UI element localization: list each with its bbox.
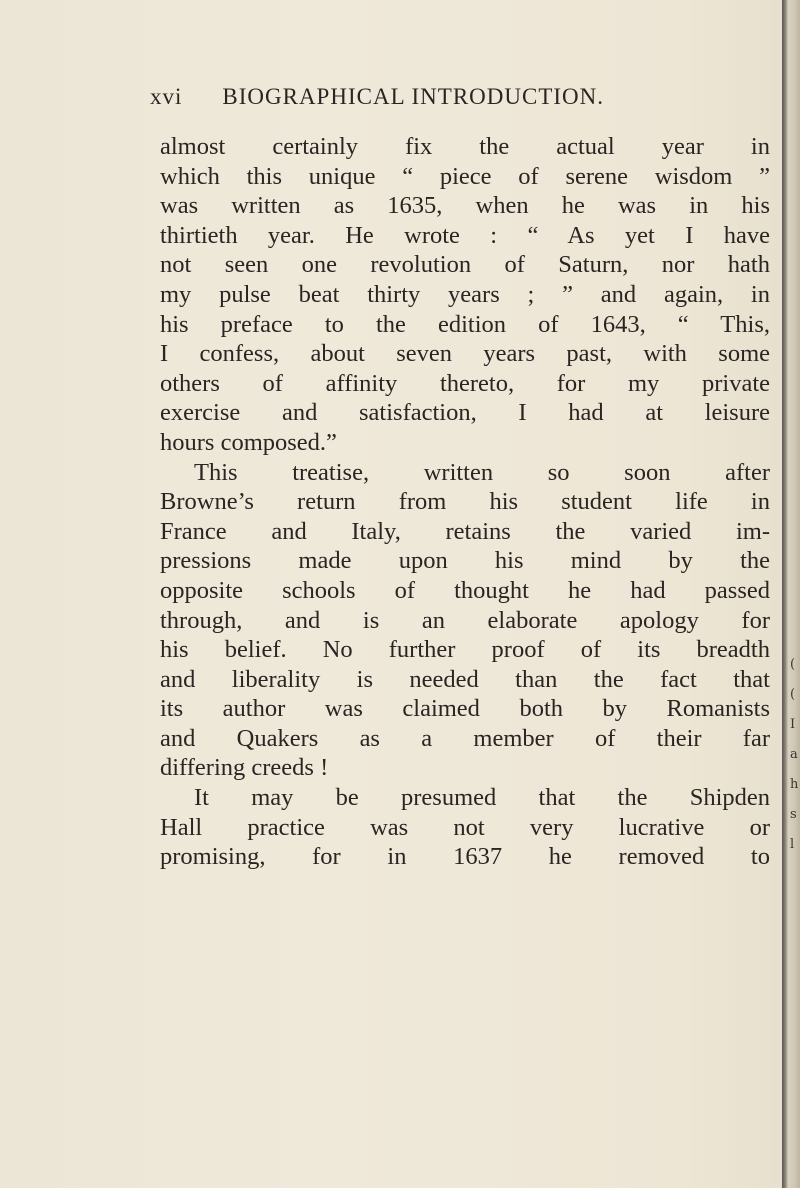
text-line: opposite schools of thought he had passed bbox=[160, 576, 770, 604]
text-line: his preface to the edition of 1643, “ This, bbox=[160, 310, 770, 338]
running-head bbox=[150, 84, 770, 110]
gutter-fragments bbox=[790, 650, 800, 860]
text-line: others of affinity thereto, for my private bbox=[160, 369, 770, 397]
text-line: This treatise, written so soon after bbox=[194, 458, 770, 486]
gutter-fragment: ( bbox=[790, 657, 796, 672]
text-line: and Quakers as a member of their far bbox=[160, 724, 770, 752]
text-line: It may be presumed that the Shipden bbox=[194, 784, 770, 812]
text-line: its author was claimed both by Romanists bbox=[160, 695, 770, 723]
body-text bbox=[160, 132, 770, 872]
text-line: exercise and satisfaction, I had at leisure bbox=[160, 399, 770, 427]
gutter-fragment: a bbox=[790, 747, 798, 762]
page-gutter bbox=[782, 0, 800, 1188]
text-line: thirtieth year. He wrote : “ As yet I have bbox=[160, 221, 770, 249]
gutter-fragment: s bbox=[790, 807, 797, 822]
text-line: was written as 1635, when he was in his bbox=[160, 192, 770, 220]
text-line: pressions made upon his mind by the bbox=[160, 547, 770, 575]
text-line: not seen one revolution of Saturn, nor hath bbox=[160, 251, 770, 279]
text-line: which this unique “ piece of serene wisdom ” bbox=[160, 162, 770, 190]
text-line: Hall practice was not very lucrative or bbox=[160, 813, 770, 841]
gutter-fragment: l bbox=[790, 837, 795, 852]
text-line: Browne’s return from his student life in bbox=[160, 488, 770, 516]
text-line: and liberality is needed than the fact that bbox=[160, 665, 770, 693]
text-line: my pulse beat thirty years ; ” and again, in bbox=[160, 280, 770, 308]
text-line: promising, for in 1637 he removed to bbox=[160, 843, 770, 871]
running-title: BIOGRAPHICAL INTRODUCTION. bbox=[222, 84, 605, 109]
page-number: xvi bbox=[150, 84, 183, 109]
text-line: hours composed.” bbox=[160, 428, 337, 456]
gutter-fragment: I bbox=[790, 717, 796, 732]
gutter-fragment: h bbox=[790, 777, 799, 792]
text-line: his belief. No further proof of its breadth bbox=[160, 636, 770, 664]
text-line: France and Italy, retains the varied im- bbox=[160, 517, 770, 545]
text-line: almost certainly fix the actual year in bbox=[160, 133, 770, 160]
text-line: through, and is an elaborate apology for bbox=[160, 606, 770, 634]
text-line: differing creeds ! bbox=[160, 754, 329, 782]
text-line: I confess, about seven years past, with some bbox=[160, 340, 770, 368]
gutter-fragment: ( bbox=[790, 687, 796, 702]
